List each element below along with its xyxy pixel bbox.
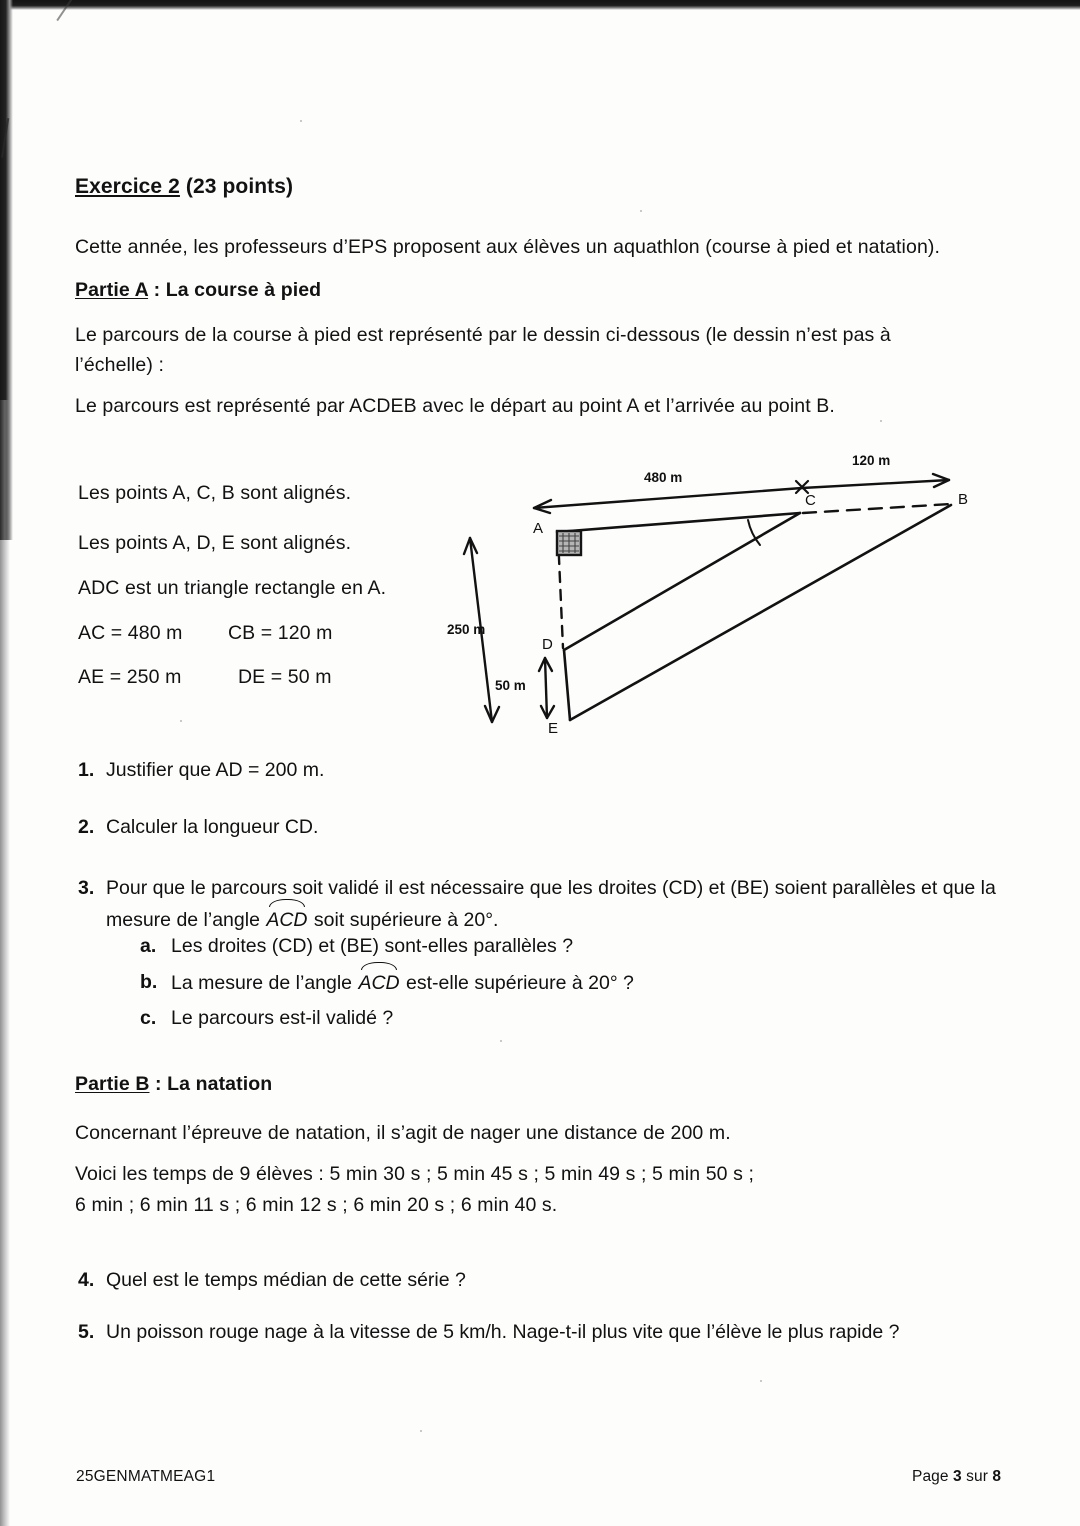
segment-ac — [557, 513, 800, 532]
question-3b-text-after: est-elle supérieure à 20° ? — [400, 972, 634, 994]
part-b-heading — [75, 1069, 272, 1099]
dimension-line-cb — [802, 480, 949, 488]
scan-speck — [640, 210, 642, 212]
part-a-title: : La course à pied — [153, 279, 322, 301]
question-4-text: Quel est le temps médian de cette série ? — [106, 1269, 466, 1291]
footer-page-number: 3 — [953, 1468, 962, 1485]
question-2-text: Calculer la longueur CD. — [106, 816, 319, 838]
scan-speck — [420, 1430, 422, 1432]
part-b-title: : La natation — [155, 1073, 273, 1095]
geometry-figure — [430, 450, 1000, 750]
question-3b-number: b. — [140, 971, 158, 993]
right-angle-mark-a — [557, 531, 581, 555]
figure-point-label-b: B — [958, 491, 969, 508]
question-5-number: 5. — [78, 1321, 95, 1343]
dimension-line-de — [545, 658, 547, 718]
question-5-text: Un poisson rouge nage à la vitesse de 5 km/h. Nage-t-il plus vite que l’élève le plus rapide ? — [106, 1321, 900, 1343]
question-3c-text: Le parcours est-il validé ? — [171, 1007, 394, 1029]
part-a-paragraph-1: Le parcours de la course à pied est représenté par le dessin ci-dessous (le dessin n’est pas à l’échelle) : — [75, 324, 891, 376]
footer-page-prefix: Page — [912, 1468, 954, 1485]
page-title — [75, 172, 293, 202]
figure-point-label-a: A — [533, 520, 544, 537]
measure-cb: CB = 120 m — [228, 622, 333, 644]
question-1-number: 1. — [78, 759, 95, 781]
footer-exam-code: 25GENMATMEAG1 — [76, 1468, 216, 1485]
footer-page-total: 8 — [992, 1468, 1002, 1485]
question-3b-text — [171, 967, 634, 999]
intro-paragraph: Cette année, les professeurs d’EPS proposent aux élèves un aquathlon (course à pied et natation). — [75, 236, 940, 258]
part-b-label: Partie B — [75, 1073, 150, 1095]
figure-point-label-e: E — [548, 720, 559, 737]
scan-speck — [300, 120, 302, 122]
part-b-paragraph-1: Concernant l’épreuve de natation, il s’agit de nager une distance de 200 m. — [75, 1122, 731, 1144]
footer-page-middle: sur — [961, 1468, 993, 1485]
question-3b-text-before: La mesure de l’angle — [171, 972, 358, 994]
question-1-text: Justifier que AD = 200 m. — [106, 759, 325, 781]
angle-notation-acd-b: ACD — [358, 967, 399, 999]
scan-speck — [760, 1380, 762, 1382]
figure-svg — [430, 450, 1000, 750]
figure-dimension-label-ac: 480 m — [644, 470, 683, 485]
question-3-text — [106, 873, 1014, 936]
measure-ae: AE = 250 m — [78, 666, 182, 688]
segment-cb-dashed — [803, 504, 951, 513]
figure-dimension-label-de: 50 m — [495, 678, 526, 693]
segment-de — [564, 650, 570, 720]
question-3-text-before: Pour que le parcours soit validé il est nécessaire que les droites (CD) et (BE) soient parallèles et que la mesure de l’angle — [106, 877, 996, 931]
scan-speck — [880, 420, 882, 422]
question-3-text-after: soit supérieure à 20°. — [308, 909, 499, 931]
question-3-number: 3. — [78, 877, 95, 899]
segment-cd — [564, 513, 800, 650]
measure-de: DE = 50 m — [238, 666, 332, 688]
exercise-points: (23 points) — [185, 175, 294, 198]
figure-dimension-label-ae: 250 m — [447, 622, 486, 637]
measure-ac: AC = 480 m — [78, 622, 183, 644]
fact-aligned-acb: Les points A, C, B sont alignés. — [78, 482, 352, 504]
scan-speck — [180, 720, 182, 722]
question-3a-number: a. — [140, 935, 157, 957]
question-3a-text: Les droites (CD) et (BE) sont-elles parallèles ? — [171, 935, 574, 957]
scan-speck — [500, 1040, 502, 1042]
exercise-heading: Exercice 2 — [75, 175, 180, 198]
question-3c-number: c. — [140, 1007, 157, 1029]
fact-aligned-ade: Les points A, D, E sont alignés. — [78, 532, 352, 554]
part-b-times-line-2: 6 min ; 6 min 11 s ; 6 min 12 s ; 6 min 20 s ; 6 min 40 s. — [75, 1194, 558, 1216]
figure-point-label-d: D — [542, 636, 553, 653]
part-a-label: Partie A — [75, 279, 149, 301]
question-4-number: 4. — [78, 1269, 95, 1291]
question-2-number: 2. — [78, 816, 95, 838]
footer-page-indicator — [912, 1462, 1001, 1492]
dimension-line-ac — [534, 488, 802, 508]
part-b-times-line-1: Voici les temps de 9 élèves : 5 min 30 s ; 5 min 45 s ; 5 min 49 s ; 5 min 50 s ; — [75, 1163, 754, 1185]
figure-point-label-c: C — [805, 492, 816, 509]
figure-dimension-label-cb: 120 m — [852, 453, 891, 468]
angle-notation-acd: ACD — [266, 904, 307, 936]
fact-right-triangle: ADC est un triangle rectangle en A. — [78, 577, 387, 599]
part-a-heading — [75, 275, 321, 305]
part-a-paragraph-2: Le parcours est représenté par ACDEB avec le départ au point A et l’arrivée au point B. — [75, 395, 835, 417]
